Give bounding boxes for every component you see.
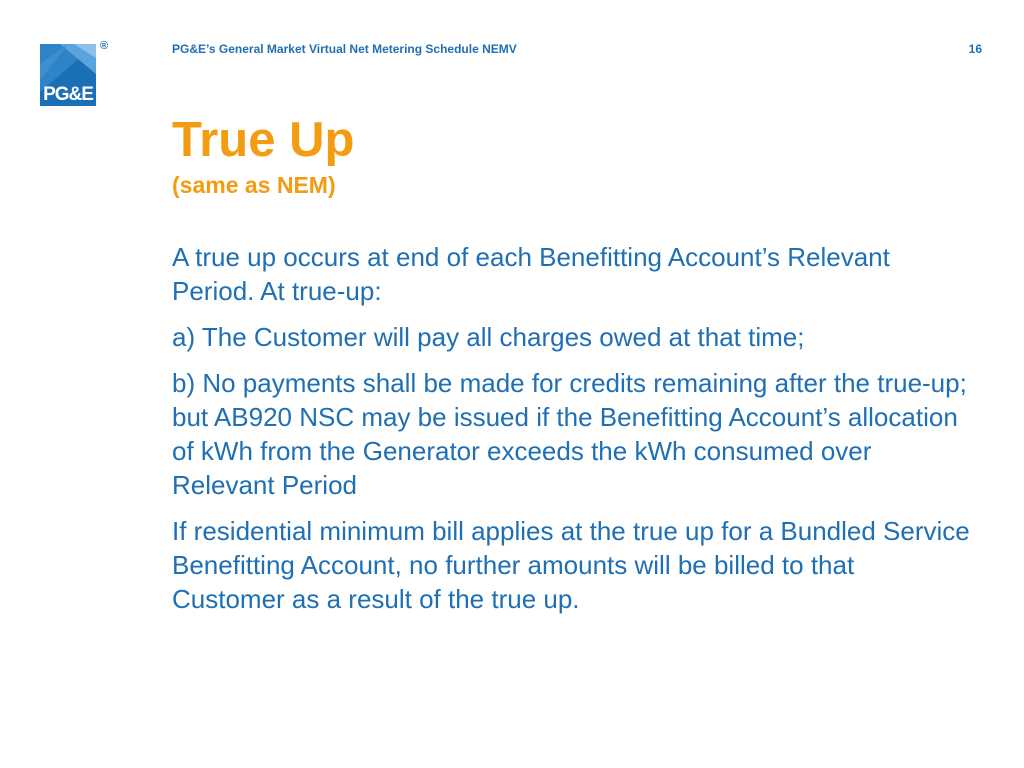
slide-subtitle: (same as NEM) [172, 172, 336, 198]
header-title: PG&E’s General Market Virtual Net Metering Schedule NEMV [172, 42, 517, 56]
paragraph-item-b: b) No payments shall be made for credits remaining after the true-up; but AB920 NSC may be issued if the Benefitting Account’s allocation of kWh from the Generator exceeds the kWh consumed over Relevant Period [172, 368, 967, 500]
pge-logo-icon [40, 44, 96, 106]
registered-mark: ® [100, 40, 109, 52]
page-number: 16 [968, 42, 982, 56]
slide-body [172, 240, 972, 628]
paragraph-item-a: a) The Customer will pay all charges owed at that time; [172, 322, 805, 352]
svg-text:PG&E: PG&E [43, 84, 93, 105]
slide-title: True Up [172, 113, 355, 167]
paragraph-intro: A true up occurs at end of each Benefitting Account’s Relevant Period. At true-up: [172, 242, 890, 306]
paragraph-minimum-bill: If residential minimum bill applies at the true up for a Bundled Service Benefitting Account, no further amounts will be billed to that Customer as a result of the true up. [172, 516, 970, 614]
